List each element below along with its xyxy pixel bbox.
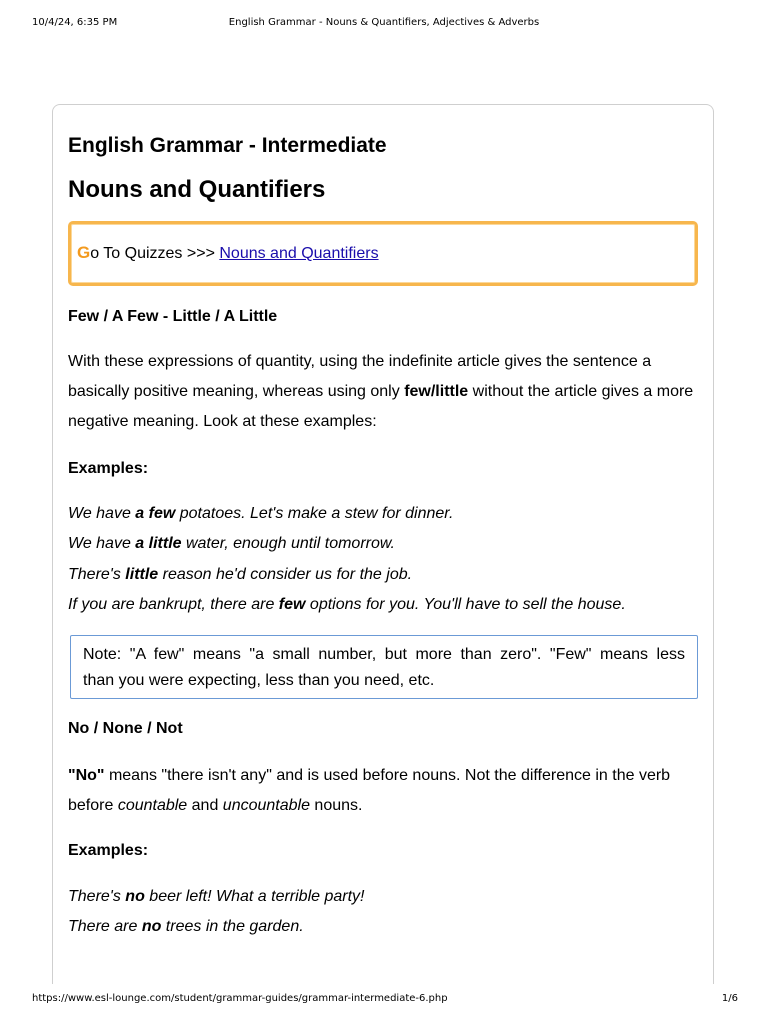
quiz-initial-letter: G [77,243,91,262]
section-paragraph [68,347,698,437]
print-url: https://www.esl-lounge.com/student/grammar-guides/grammar-intermediate-6.php [32,993,448,1004]
examples-label: Examples: [68,842,149,859]
example-sentence: We have a few potatoes. Let's make a stew for dinner. [68,505,454,522]
quiz-link[interactable]: Nouns and Quantifiers [219,245,379,262]
page-title: Nouns and Quantifiers [68,176,326,203]
article-card [52,104,714,984]
para-text: means "there isn't any" and is used before nouns. Not the difference in the verb before [68,767,671,814]
quiz-callout-text [77,243,379,264]
para-text: and [187,797,223,814]
note-box [70,635,698,699]
example-sentence: We have a little water, enough until tomorrow. [68,535,395,552]
note-text-line: Note: "A few" means "a small number, but more than zero". "Few" means less [83,646,685,663]
para-bold-term: "No" [68,767,105,784]
para-text: With these expressions of quantity, using the indefinite article gives the sentence a basically positive meaning, whereas using only [68,353,652,400]
print-page-title: English Grammar - Nouns & Quantifiers, Adjectives & Adverbs [228,17,540,28]
example-sentence: There's little reason he'd consider us for the job. [68,566,413,583]
article-kicker: English Grammar - Intermediate [68,134,387,157]
quiz-prefix: o To Quizzes >>> [90,245,220,262]
section-heading-few-little: Few / A Few - Little / A Little [68,308,278,325]
note-text-line: than you were expecting, less than you need, etc. [83,672,435,689]
para-text: nouns. [309,797,363,814]
example-sentence: If you are bankrupt, there are few options for you. You'll have to sell the house. [68,596,626,613]
para-bold-term: few/little [404,383,469,400]
print-datetime: 10/4/24, 6:35 PM [32,17,118,28]
para-italic-term: countable [117,797,188,814]
example-sentence: There are no trees in the garden. [68,918,304,935]
para-italic-term: uncountable [222,797,310,814]
print-header [0,17,768,31]
quiz-callout [68,221,698,286]
examples-label: Examples: [68,460,149,477]
example-sentence: There's no beer left! What a terrible party! [68,888,365,905]
section-heading-no-none-not: No / None / Not [68,720,183,737]
print-page-count: 1/6 [721,993,738,1004]
para-text: without the article gives a more negative meaning. Look at these examples: [68,383,694,430]
print-footer [0,993,768,1007]
section-paragraph [68,761,698,821]
